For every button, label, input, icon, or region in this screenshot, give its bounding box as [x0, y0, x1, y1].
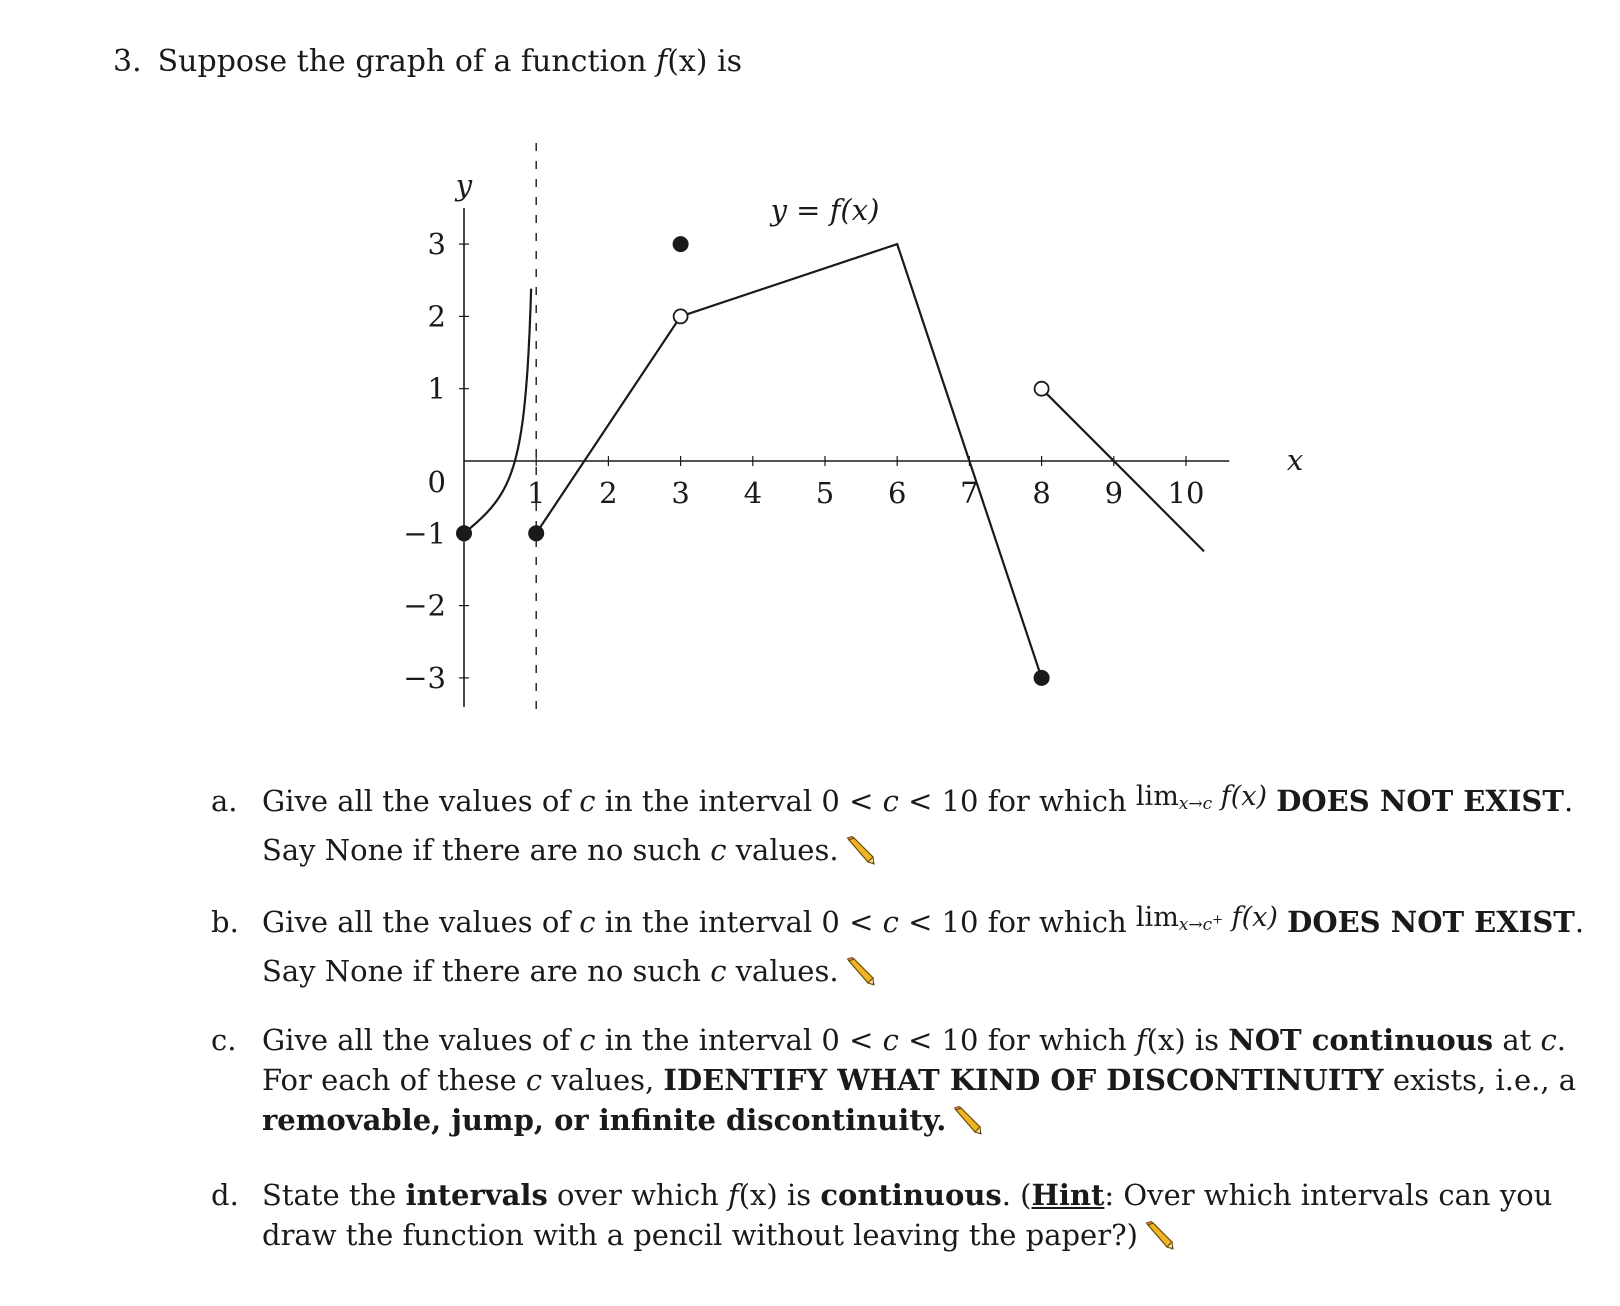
- part-d-letter: d.: [211, 1178, 239, 1212]
- y-tick-label: −1: [403, 516, 446, 551]
- x-tick-label: 7: [960, 476, 979, 510]
- y-tick-label: 3: [427, 227, 446, 262]
- part-a: [211, 781, 1601, 870]
- closed-point: [456, 525, 472, 541]
- x-tick-label: 2: [599, 476, 618, 510]
- pencil-icon[interactable]: [1144, 1221, 1174, 1251]
- axes: [464, 143, 1229, 714]
- function-variable: (x): [667, 44, 708, 79]
- part-c-text: Give all the values of c in the interval 0 < c < 10 for which f(x) is NOT continuous at c. For each of these c values, IDENTIFY WHAT KIND OF DISCONTINUITY exists, i.e., a removable, jump, or infinite discontinuity.: [262, 1023, 1577, 1137]
- x-tick-label: 4: [743, 476, 763, 510]
- pencil-icon[interactable]: [952, 1106, 982, 1136]
- part-b: [211, 902, 1601, 991]
- function-graph: [380, 130, 1320, 770]
- question-title: [113, 44, 742, 79]
- curve-right-segment: [1042, 389, 1204, 552]
- y-tick-label: 2: [427, 299, 446, 334]
- limit-expression: $\lim_{x\to c} f(x)$: [1135, 781, 1268, 814]
- part-a-letter: a.: [211, 784, 238, 818]
- x-tick-label: 6: [887, 476, 907, 510]
- open-point: [1035, 382, 1049, 396]
- y-tick-label: 1: [427, 371, 446, 406]
- labels: [403, 168, 1303, 695]
- closed-point: [528, 525, 544, 541]
- question-intro-tail: is: [717, 44, 743, 79]
- y-tick-labels: [403, 227, 446, 695]
- part-a-text: Give all the values of c in the interval 0 < c < 10 for which $\lim_{x\to c} f(x)$ DOES NOT EXIST. Say None if there are no such c values.: [262, 781, 1574, 867]
- function-name: f: [656, 44, 668, 79]
- y-tick-label: −3: [403, 660, 446, 695]
- x-tick-label: 1: [526, 476, 546, 510]
- x-tick-labels: [527, 476, 1204, 510]
- closed-point: [1034, 670, 1050, 686]
- question-intro-text: Suppose the graph of a function: [157, 44, 647, 79]
- x-axis-label: x: [1286, 443, 1304, 477]
- part-b-text: Give all the values of c in the interval 0 < c < 10 for which $\lim_{x\to c^+} f(x)$ DOES NOT EXIST. Say None if there are no such c values.: [262, 902, 1585, 988]
- part-c-letter: c.: [211, 1023, 237, 1057]
- x-tick-label: 10: [1167, 476, 1205, 510]
- open-point: [674, 309, 688, 323]
- part-d: [211, 1175, 1601, 1255]
- curve-asymptote-branch: [464, 289, 531, 534]
- part-b-letter: b.: [211, 905, 239, 939]
- closed-point: [673, 236, 689, 252]
- y-tick-label: 0: [427, 465, 446, 499]
- curve-label: y = f(x): [770, 193, 880, 227]
- x-tick-label: 9: [1104, 476, 1124, 510]
- pencil-icon[interactable]: [845, 957, 875, 987]
- part-d-text: State the intervals over which f(x) is continuous. (Hint: Over which intervals can you draw the function with a pencil without leaving the paper?): [262, 1178, 1553, 1252]
- x-tick-label: 3: [671, 476, 690, 510]
- part-c: [211, 1020, 1601, 1140]
- x-tick-label: 8: [1032, 476, 1051, 510]
- x-tick-label: 5: [815, 476, 835, 510]
- y-axis-label: y: [455, 168, 473, 202]
- y-tick-label: −2: [403, 588, 446, 623]
- question-number: 3.: [113, 44, 142, 79]
- limit-expression: $\lim_{x\to c^+} f(x)$: [1135, 902, 1278, 935]
- pencil-icon[interactable]: [845, 836, 875, 866]
